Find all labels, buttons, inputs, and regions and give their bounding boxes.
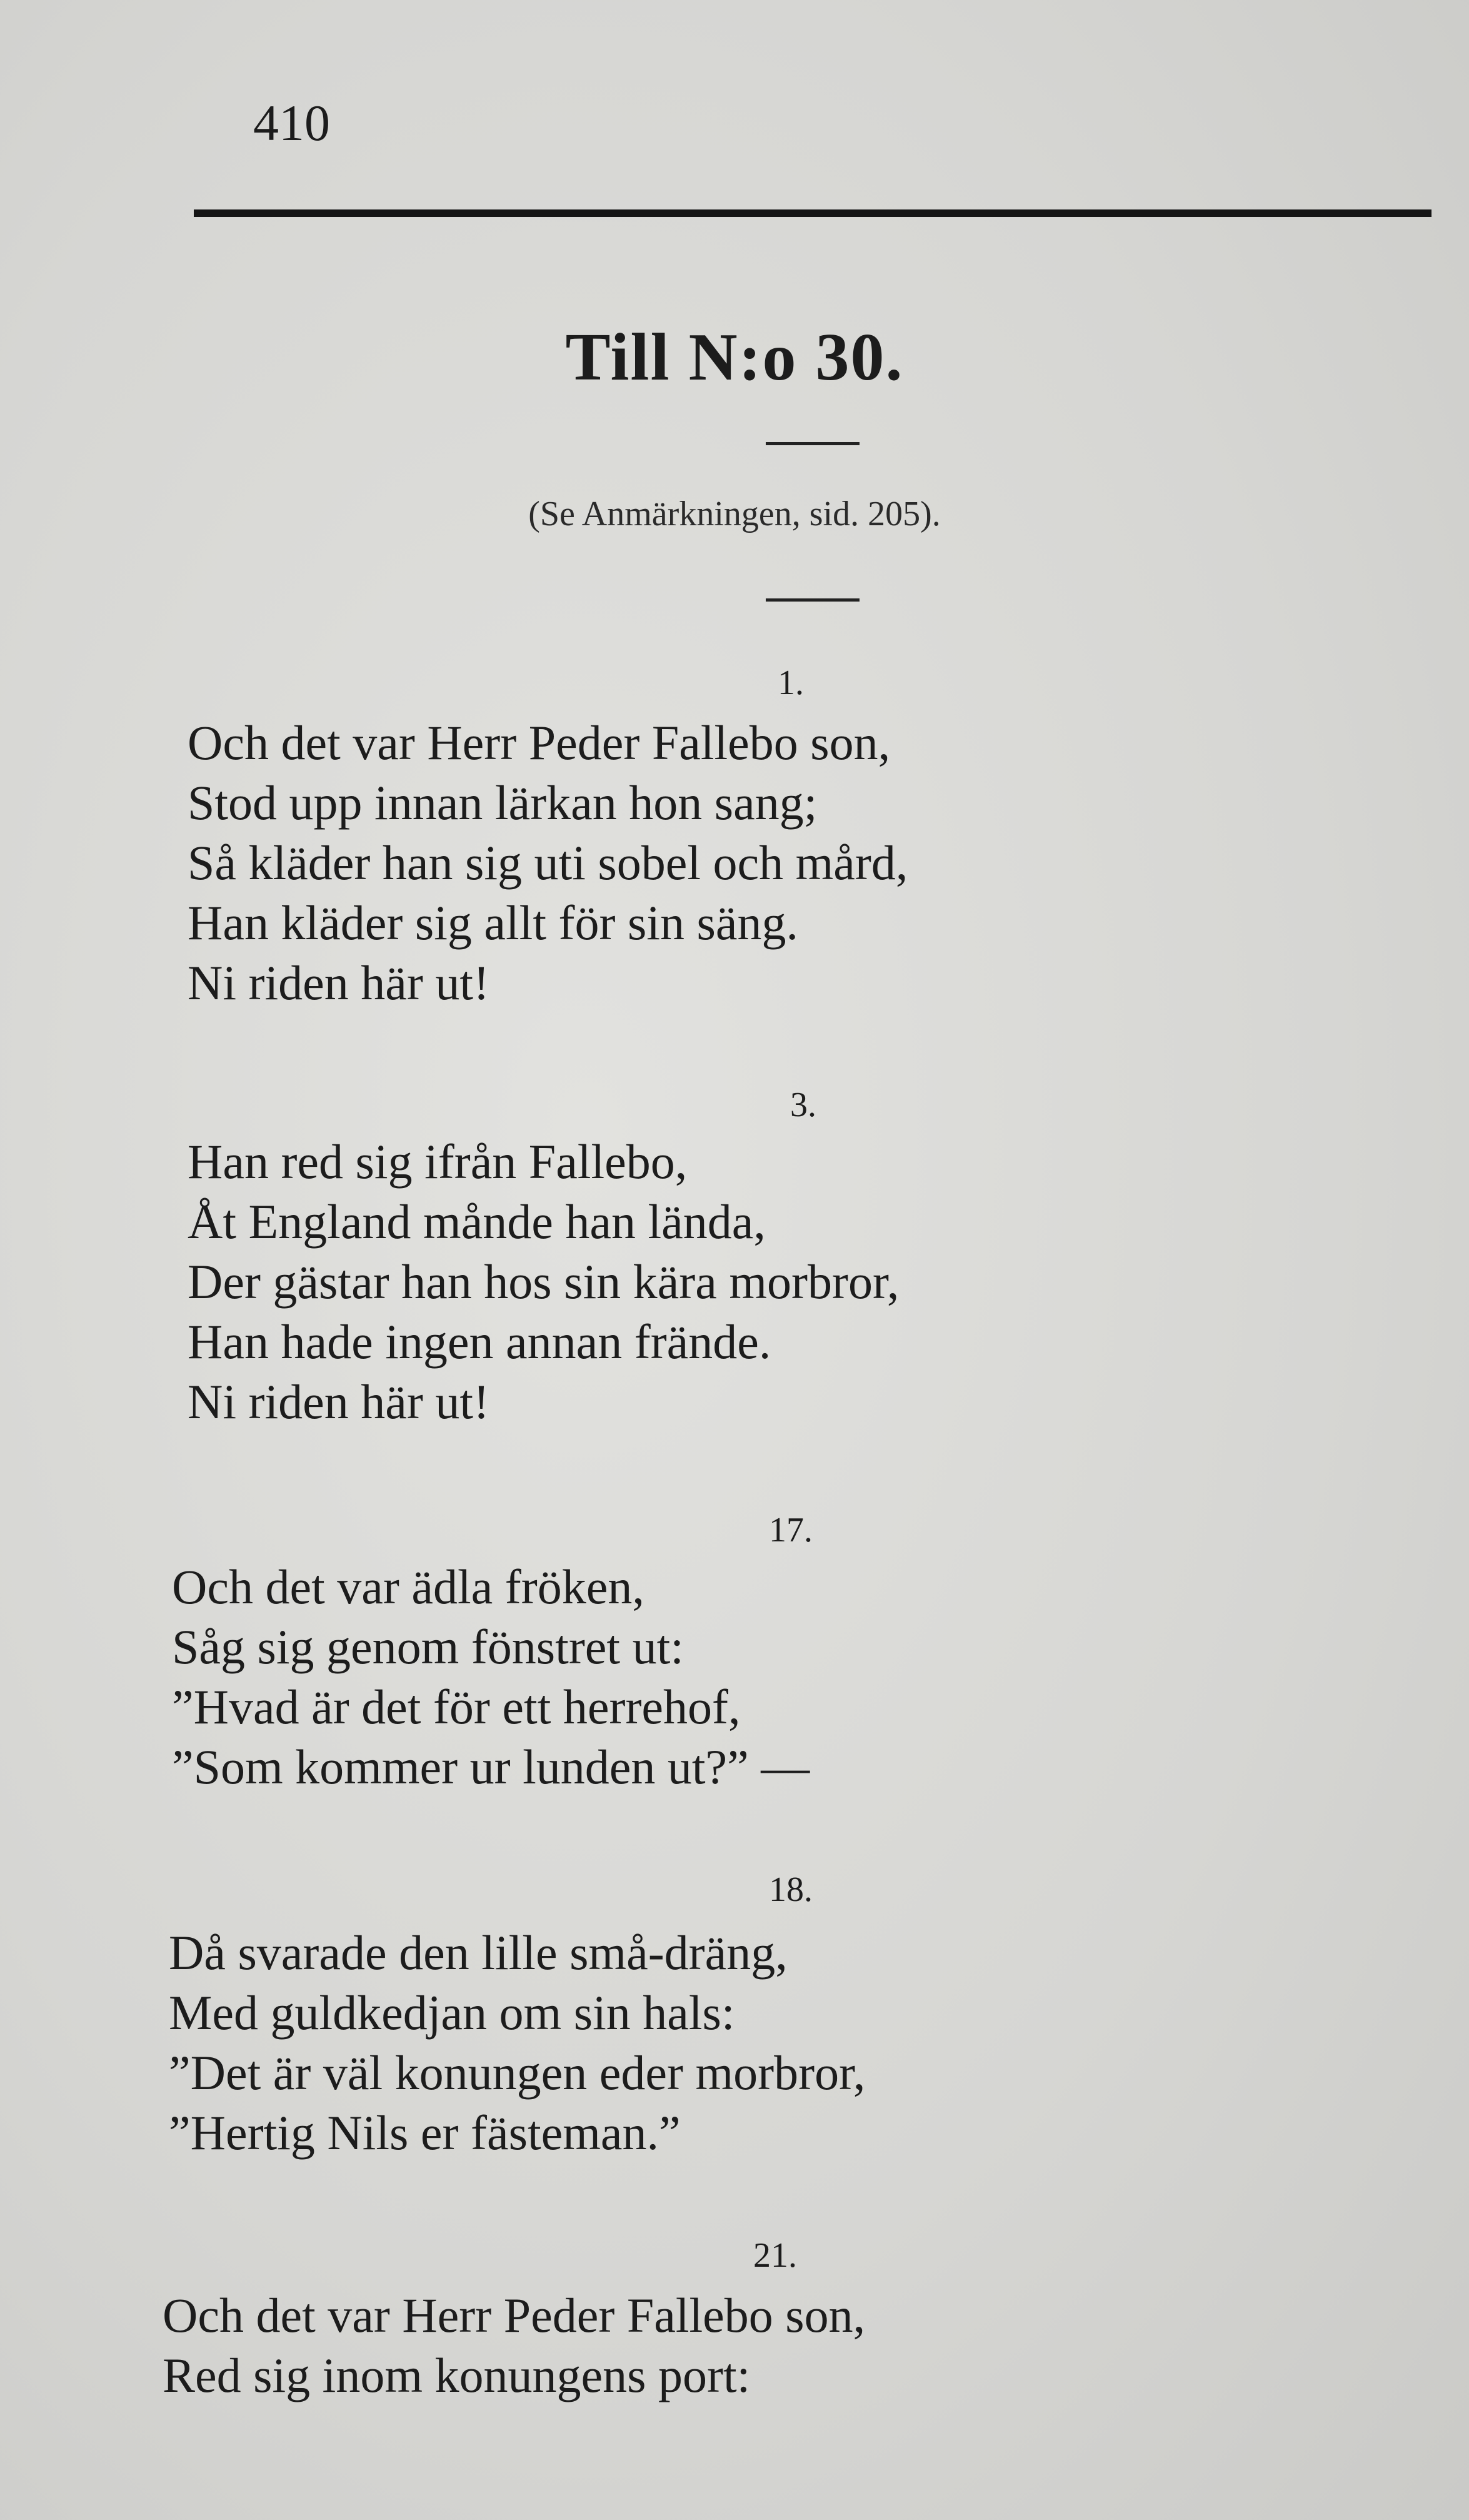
verse-line: Ni riden här ut! — [188, 955, 490, 1010]
stanza — [188, 1132, 1313, 1432]
header-rule — [194, 209, 1431, 217]
stanza — [188, 713, 1313, 1013]
stanza — [163, 2286, 1288, 2406]
verse-line: Han red sig ifrån Fallebo, — [188, 1134, 688, 1189]
verse-line: ”Som kommer ur lunden ut?” — — [172, 1740, 810, 1794]
verse-line: Åt England månde han lända, — [188, 1194, 766, 1249]
verse-line: Stod upp innan lärkan hon sang; — [188, 775, 818, 830]
verse-line: Och det var Herr Peder Fallebo son, — [163, 2288, 866, 2342]
reference-divider — [766, 598, 860, 602]
verse-line: Han hade ingen annan frände. — [188, 1314, 771, 1369]
verse-line: ”Hertig Nils er fästeman.” — [169, 2105, 681, 2160]
verse-line: Såg sig genom fönstret ut: — [172, 1620, 684, 1674]
stanza — [169, 1923, 1294, 2163]
verse-line: Och det var Herr Peder Fallebo son, — [188, 715, 891, 770]
verse-line: Med guldkedjan om sin hals: — [169, 1985, 735, 2040]
stanza-number: 3. — [790, 1086, 816, 1124]
verse-line: Red sig inom konungens port: — [163, 2348, 751, 2402]
stanza-number: 17. — [769, 1511, 813, 1550]
verse-line: Så kläder han sig uti sobel och mård, — [188, 835, 908, 890]
reference-note: (Se Anmärkningen, sid. 205). — [528, 495, 941, 533]
verse-line: Ni riden här ut! — [188, 1374, 490, 1429]
verse-line: Då svarade den lille små-dräng, — [169, 1925, 788, 1980]
verse-line: ”Det är väl konungen eder morbror, — [169, 2045, 866, 2100]
verse-line: Han kläder sig allt för sin säng. — [188, 895, 798, 950]
verse-line: ”Hvad är det för ett herrehof, — [172, 1680, 741, 1734]
title-divider — [766, 442, 860, 445]
stanza-number: 18. — [769, 1870, 813, 1909]
verse-line: Och det var ädla fröken, — [172, 1560, 644, 1614]
verse-line: Der gästar han hos sin kära morbror, — [188, 1254, 900, 1309]
page-title: Till N:o 30. — [565, 320, 904, 395]
stanza-number: 1. — [778, 663, 804, 702]
stanza-number: 21. — [753, 2236, 797, 2275]
page-number: 410 — [253, 94, 330, 151]
stanza — [172, 1557, 1297, 1797]
